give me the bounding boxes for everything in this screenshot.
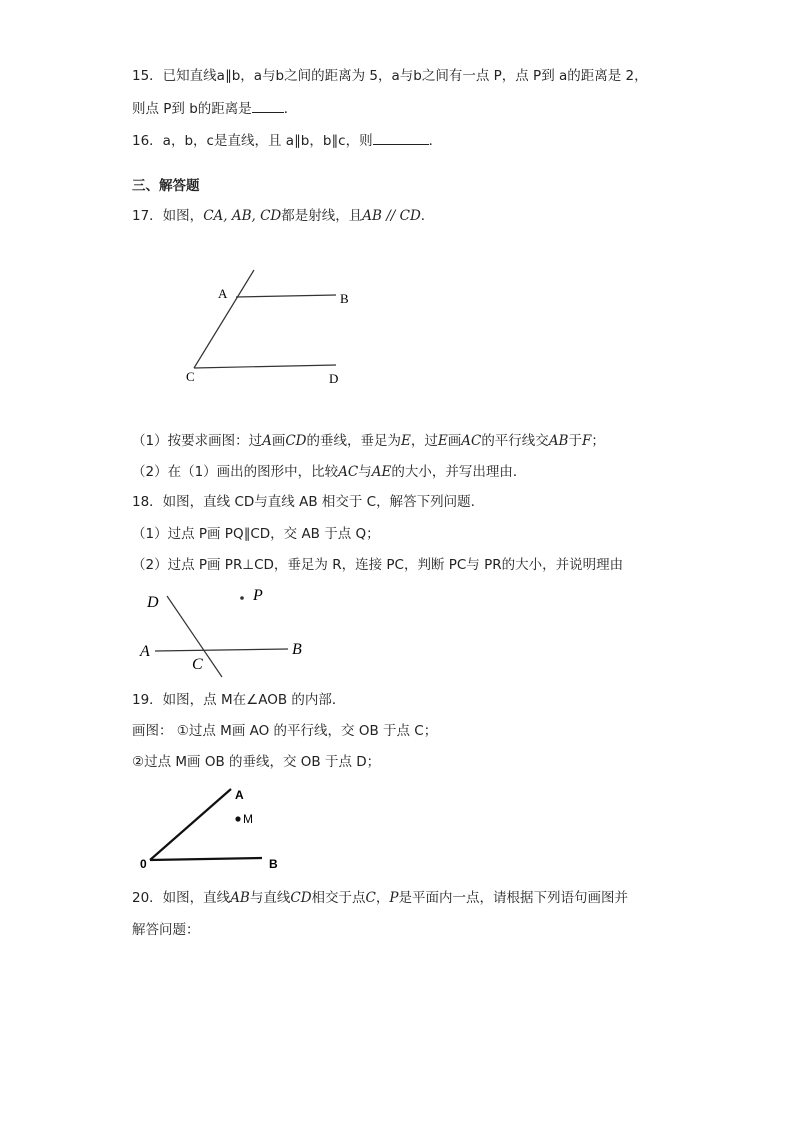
label-b: B bbox=[269, 857, 278, 871]
label-c: C bbox=[192, 656, 203, 673]
section-title: 三、解答题 bbox=[132, 178, 200, 194]
label-p: P bbox=[253, 587, 263, 604]
label-a: A bbox=[140, 643, 150, 660]
q18-part1: （1）过点 P画 PQ∥CD，交 AB 于点 Q； bbox=[132, 526, 380, 542]
q20-line2: 解答问题： bbox=[132, 922, 200, 938]
q15-line1: 15．已知直线a∥b，a与b之间的距离为 5，a与b之间有一点 P，点 P到 a的距离是 2， bbox=[132, 68, 648, 84]
label-a: A bbox=[218, 286, 228, 301]
label-d: D bbox=[147, 594, 159, 611]
q17-title: 17．如图，CA, AB, CD都是射线，且AB // CD． bbox=[132, 208, 435, 224]
label-d: D bbox=[329, 371, 339, 386]
q19-title: 19．如图，点 M在∠AOB 的内部． bbox=[132, 692, 346, 708]
q19-part1: 画图： ①过点 M画 AO 的平行线，交 OB 于点 C； bbox=[132, 723, 438, 739]
ray-oa bbox=[150, 789, 231, 860]
q19-part2: ②过点 M画 OB 的垂线，交 OB 于点 D； bbox=[132, 754, 381, 770]
label-b: B bbox=[340, 291, 349, 306]
q17-part2: （2）在（1）画出的图形中，比较AC与AE的大小，并写出理由． bbox=[132, 464, 527, 480]
q18-part2: （2）过点 P画 PR⊥CD，垂足为 R，连接 PC，判断 PC与 PR的大小，并说明理由 bbox=[132, 557, 624, 573]
q18-title: 18．如图，直线 CD与直线 AB 相交于 C，解答下列问题. bbox=[132, 494, 475, 510]
q16-line: 16．a，b，c是直线，且 a∥b，b∥c，则 ． bbox=[132, 130, 442, 151]
label-b: B bbox=[292, 641, 302, 658]
ray-ob bbox=[150, 858, 262, 860]
q20-line1: 20．如图，直线AB与直线CD相交于点C，P是平面内一点，请根据下列语句画图并 bbox=[132, 890, 628, 906]
label-m: M bbox=[243, 812, 253, 826]
point-m bbox=[235, 816, 240, 821]
label-a: A bbox=[235, 788, 244, 802]
q17-part1: （1）按要求画图：过A画CD的垂线，垂足为E，过E画AC的平行线交AB于F； bbox=[132, 433, 605, 449]
label-c: C bbox=[186, 369, 195, 384]
label-o: 0 bbox=[140, 857, 147, 871]
q15-line2: 则点 P到 b的距离是 ． bbox=[132, 98, 297, 119]
